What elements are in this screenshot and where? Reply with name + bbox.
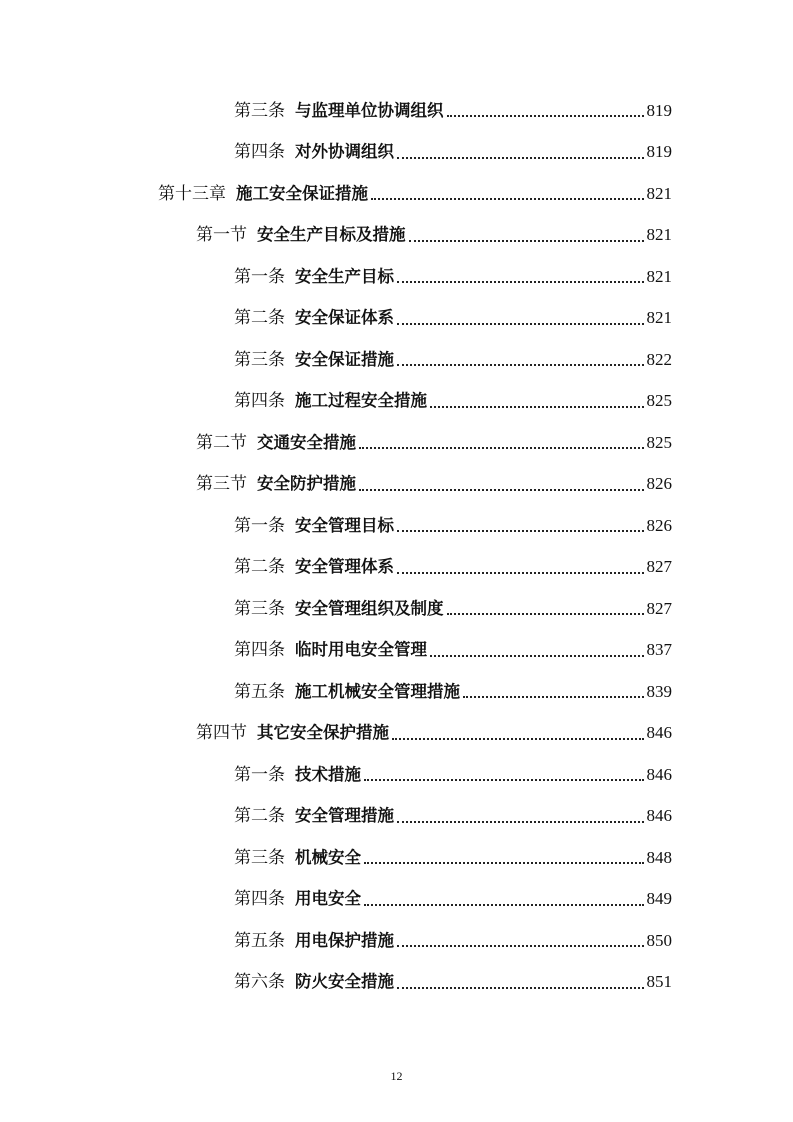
- toc-entry-number: 第六条: [234, 972, 285, 993]
- toc-entry-number: 第五条: [234, 930, 285, 951]
- toc-entry[interactable]: [0, 671, 793, 713]
- toc-entry-number: 第四条: [234, 640, 285, 661]
- toc-entry-number: 第二条: [234, 308, 285, 329]
- toc-dot-leader: [392, 737, 644, 740]
- toc-entry-page: 846: [646, 723, 672, 743]
- toc-entry-number: 第二节: [196, 432, 247, 453]
- toc-dot-leader: [430, 405, 644, 408]
- toc-entry[interactable]: [0, 298, 793, 340]
- toc-entry-page: 819: [646, 142, 672, 162]
- toc-entry[interactable]: [0, 920, 793, 962]
- toc-entry-title: 安全生产目标及措施: [257, 225, 406, 245]
- toc-entry-title: 安全保证体系: [295, 308, 394, 328]
- toc-entry[interactable]: [0, 215, 793, 257]
- toc-entry[interactable]: [0, 505, 793, 547]
- toc-entry-number: 第一条: [234, 266, 285, 287]
- toc-entry[interactable]: [0, 547, 793, 589]
- toc-entry-title: 防火安全措施: [295, 972, 394, 992]
- toc-dot-leader: [364, 778, 644, 781]
- toc-dot-leader: [463, 695, 644, 698]
- toc-entry-title: 对外协调组织: [295, 142, 394, 162]
- toc-dot-leader: [359, 488, 644, 491]
- toc-dot-leader: [447, 612, 644, 615]
- toc-entry[interactable]: [0, 381, 793, 423]
- toc-dot-leader: [397, 571, 644, 574]
- toc-entry-page: 848: [646, 847, 672, 867]
- toc-entry-title: 与监理单位协调组织: [295, 100, 444, 120]
- toc-entry-number: 第三条: [234, 847, 285, 868]
- toc-entry[interactable]: [0, 256, 793, 298]
- toc-entry-number: 第四条: [234, 391, 285, 412]
- table-of-contents: [0, 90, 793, 1003]
- toc-entry-page: 837: [646, 640, 672, 660]
- toc-entry-page: 821: [646, 225, 672, 245]
- toc-entry-number: 第四条: [234, 889, 285, 910]
- toc-entry-number: 第三条: [234, 100, 285, 121]
- toc-entry[interactable]: [0, 90, 793, 132]
- toc-entry-title: 安全管理目标: [295, 515, 394, 535]
- toc-entry[interactable]: [0, 588, 793, 630]
- toc-entry-number: 第三条: [234, 598, 285, 619]
- page-number: 12: [390, 1069, 403, 1083]
- toc-entry-number: 第五条: [234, 681, 285, 702]
- toc-dot-leader: [397, 944, 644, 947]
- toc-entry-page: 826: [646, 515, 672, 535]
- toc-dot-leader: [447, 114, 644, 117]
- toc-entry-page: 821: [646, 308, 672, 328]
- toc-entry-number: 第二条: [234, 806, 285, 827]
- toc-entry[interactable]: [0, 796, 793, 838]
- toc-entry[interactable]: [0, 837, 793, 879]
- toc-dot-leader: [397, 820, 644, 823]
- toc-entry-page: 826: [646, 474, 672, 494]
- toc-entry-number: 第四节: [196, 723, 247, 744]
- toc-entry-page: 822: [646, 349, 672, 369]
- toc-entry-page: 839: [646, 681, 672, 701]
- toc-dot-leader: [397, 156, 644, 159]
- toc-entry[interactable]: [0, 339, 793, 381]
- toc-entry-title: 其它安全保护措施: [257, 723, 389, 743]
- toc-entry-page: 821: [646, 266, 672, 286]
- toc-entry-title: 安全生产目标: [295, 266, 394, 286]
- toc-entry-page: 827: [646, 598, 672, 618]
- toc-dot-leader: [430, 654, 644, 657]
- toc-entry-number: 第二条: [234, 557, 285, 578]
- toc-dot-leader: [371, 197, 644, 200]
- toc-entry-page: 850: [646, 930, 672, 950]
- toc-entry-page: 825: [646, 391, 672, 411]
- toc-entry[interactable]: [0, 464, 793, 506]
- toc-entry-title: 用电保护措施: [295, 930, 394, 950]
- toc-entry-page: 846: [646, 764, 672, 784]
- toc-entry-title: 机械安全: [295, 847, 361, 867]
- toc-dot-leader: [397, 322, 644, 325]
- toc-entry-title: 施工机械安全管理措施: [295, 681, 460, 701]
- toc-entry[interactable]: [0, 173, 793, 215]
- toc-entry[interactable]: [0, 132, 793, 174]
- toc-entry[interactable]: [0, 713, 793, 755]
- toc-entry-page: 819: [646, 100, 672, 120]
- toc-entry-title: 临时用电安全管理: [295, 640, 427, 660]
- toc-entry-title: 用电安全: [295, 889, 361, 909]
- toc-entry-page: 821: [646, 183, 672, 203]
- toc-entry-title: 安全管理体系: [295, 557, 394, 577]
- toc-entry-title: 安全防护措施: [257, 474, 356, 494]
- toc-entry[interactable]: [0, 754, 793, 796]
- toc-entry-page: 849: [646, 889, 672, 909]
- toc-entry-number: 第一条: [234, 764, 285, 785]
- toc-entry-page: 846: [646, 806, 672, 826]
- toc-dot-leader: [359, 446, 644, 449]
- toc-entry[interactable]: [0, 879, 793, 921]
- toc-entry[interactable]: [0, 630, 793, 672]
- toc-dot-leader: [397, 529, 644, 532]
- toc-dot-leader: [364, 903, 644, 906]
- toc-dot-leader: [397, 363, 644, 366]
- toc-entry[interactable]: [0, 422, 793, 464]
- toc-entry-number: 第十三章: [158, 183, 226, 204]
- toc-entry-title: 安全保证措施: [295, 349, 394, 369]
- toc-entry-title: 交通安全措施: [257, 432, 356, 452]
- toc-entry-number: 第四条: [234, 142, 285, 163]
- toc-dot-leader: [364, 861, 644, 864]
- toc-dot-leader: [409, 239, 644, 242]
- toc-dot-leader: [397, 280, 644, 283]
- toc-entry-page: 827: [646, 557, 672, 577]
- toc-entry-title: 安全管理措施: [295, 806, 394, 826]
- toc-entry-page: 851: [646, 972, 672, 992]
- toc-entry[interactable]: [0, 962, 793, 1004]
- toc-entry-number: 第三条: [234, 349, 285, 370]
- toc-entry-title: 技术措施: [295, 764, 361, 784]
- toc-entry-title: 安全管理组织及制度: [295, 598, 444, 618]
- toc-entry-title: 施工过程安全措施: [295, 391, 427, 411]
- toc-dot-leader: [397, 986, 644, 989]
- toc-entry-number: 第一节: [196, 225, 247, 246]
- toc-entry-number: 第一条: [234, 515, 285, 536]
- toc-entry-number: 第三节: [196, 474, 247, 495]
- toc-entry-title: 施工安全保证措施: [236, 183, 368, 203]
- toc-entry-page: 825: [646, 432, 672, 452]
